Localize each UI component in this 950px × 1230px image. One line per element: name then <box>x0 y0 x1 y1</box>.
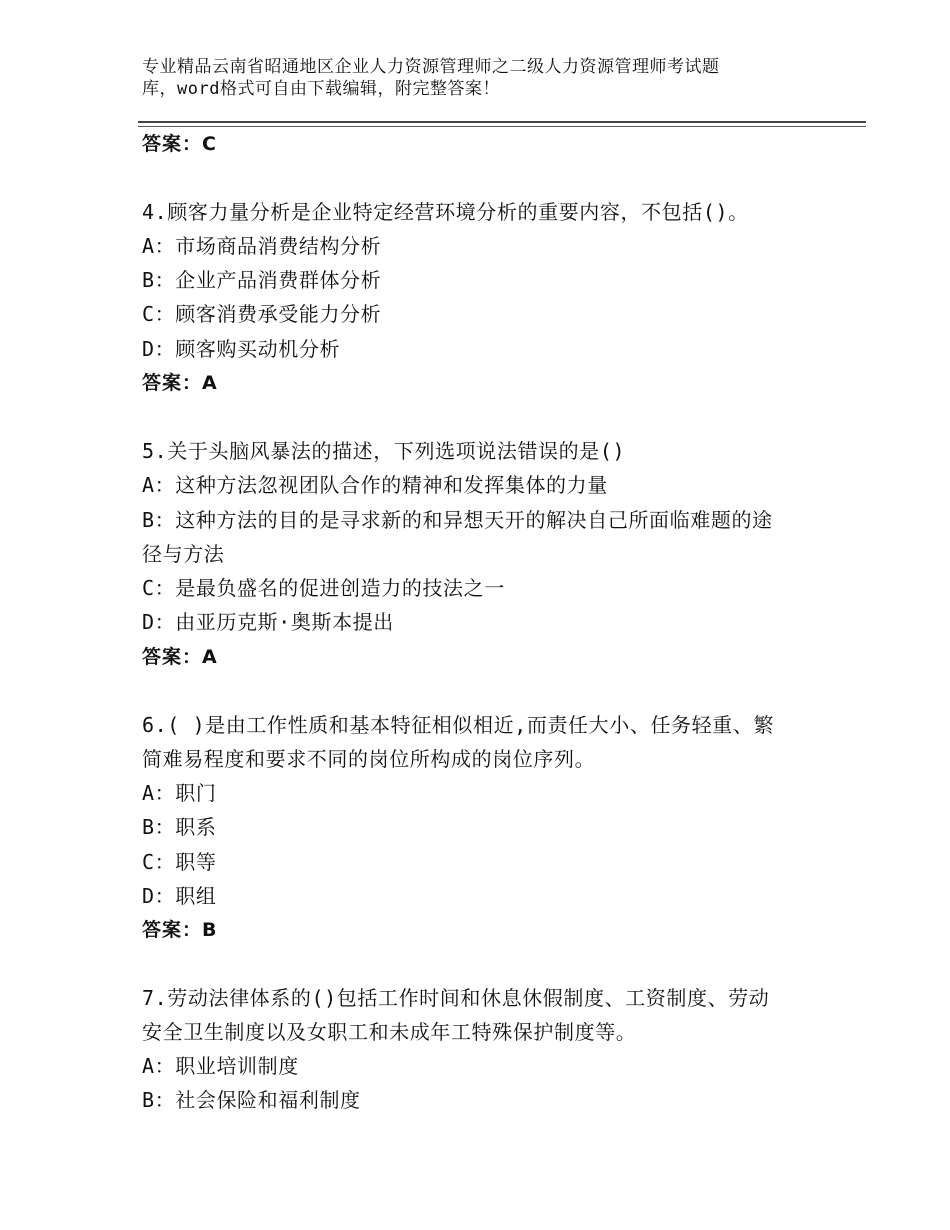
question-6-stem-line-2: 简难易程度和要求不同的岗位所构成的岗位序列。 <box>142 747 596 771</box>
answer-q6: 答案：B <box>142 919 218 941</box>
question-7-stem-line-1: 7.劳动法律体系的()包括工作时间和休息休假制度、工资制度、劳动 <box>142 986 770 1010</box>
question-6-option-b: B：职系 <box>142 815 217 839</box>
question-5-stem: 5.关于头脑风暴法的描述，下列选项说法错误的是() <box>142 439 626 463</box>
header-rule-thick <box>138 121 866 123</box>
question-7-option-b: B：社会保险和福利制度 <box>142 1088 361 1112</box>
question-4-option-b: B：企业产品消费群体分析 <box>142 268 382 292</box>
answer-q4: 答案：A <box>142 372 218 394</box>
question-4-stem: 4.顾客力量分析是企业特定经营环境分析的重要内容，不包括()。 <box>142 200 749 224</box>
answer-q5: 答案：A <box>142 646 218 668</box>
question-7-option-a: A：职业培训制度 <box>142 1054 299 1078</box>
question-4-option-c: C：顾客消费承受能力分析 <box>142 302 382 326</box>
header-line-2: 库，word格式可自由下载编辑，附完整答案！ <box>142 79 500 99</box>
question-6-option-a: A：职门 <box>142 781 217 805</box>
answer-q3: 答案：C <box>142 133 217 155</box>
question-4-option-d: D：顾客购买动机分析 <box>142 337 341 361</box>
question-6-option-d: D：职组 <box>142 884 217 908</box>
header-line-1: 专业精品云南省昭通地区企业人力资源管理师之二级人力资源管理师考试题 <box>142 57 720 77</box>
question-5-option-b-line-2: 径与方法 <box>142 542 225 566</box>
question-5-option-b-line-1: B：这种方法的目的是寻求新的和异想天开的解决自己所面临难题的途 <box>142 508 773 532</box>
document-header <box>142 56 842 100</box>
question-6-option-c: C：职等 <box>142 850 217 874</box>
question-4-option-a: A：市场商品消费结构分析 <box>142 234 382 258</box>
question-5-option-c: C：是最负盛名的促进创造力的技法之一 <box>142 576 505 600</box>
question-6-stem-line-1: 6.( )是由工作性质和基本特征相似相近,而责任大小、任务轻重、繁 <box>142 713 775 737</box>
question-5-option-d: D：由亚历克斯·奥斯本提出 <box>142 610 394 634</box>
question-5-option-a: A：这种方法忽视团队合作的精神和发挥集体的力量 <box>142 473 608 497</box>
question-7-stem-line-2: 安全卫生制度以及女职工和未成年工特殊保护制度等。 <box>142 1020 637 1044</box>
header-rule-thin <box>138 126 866 127</box>
